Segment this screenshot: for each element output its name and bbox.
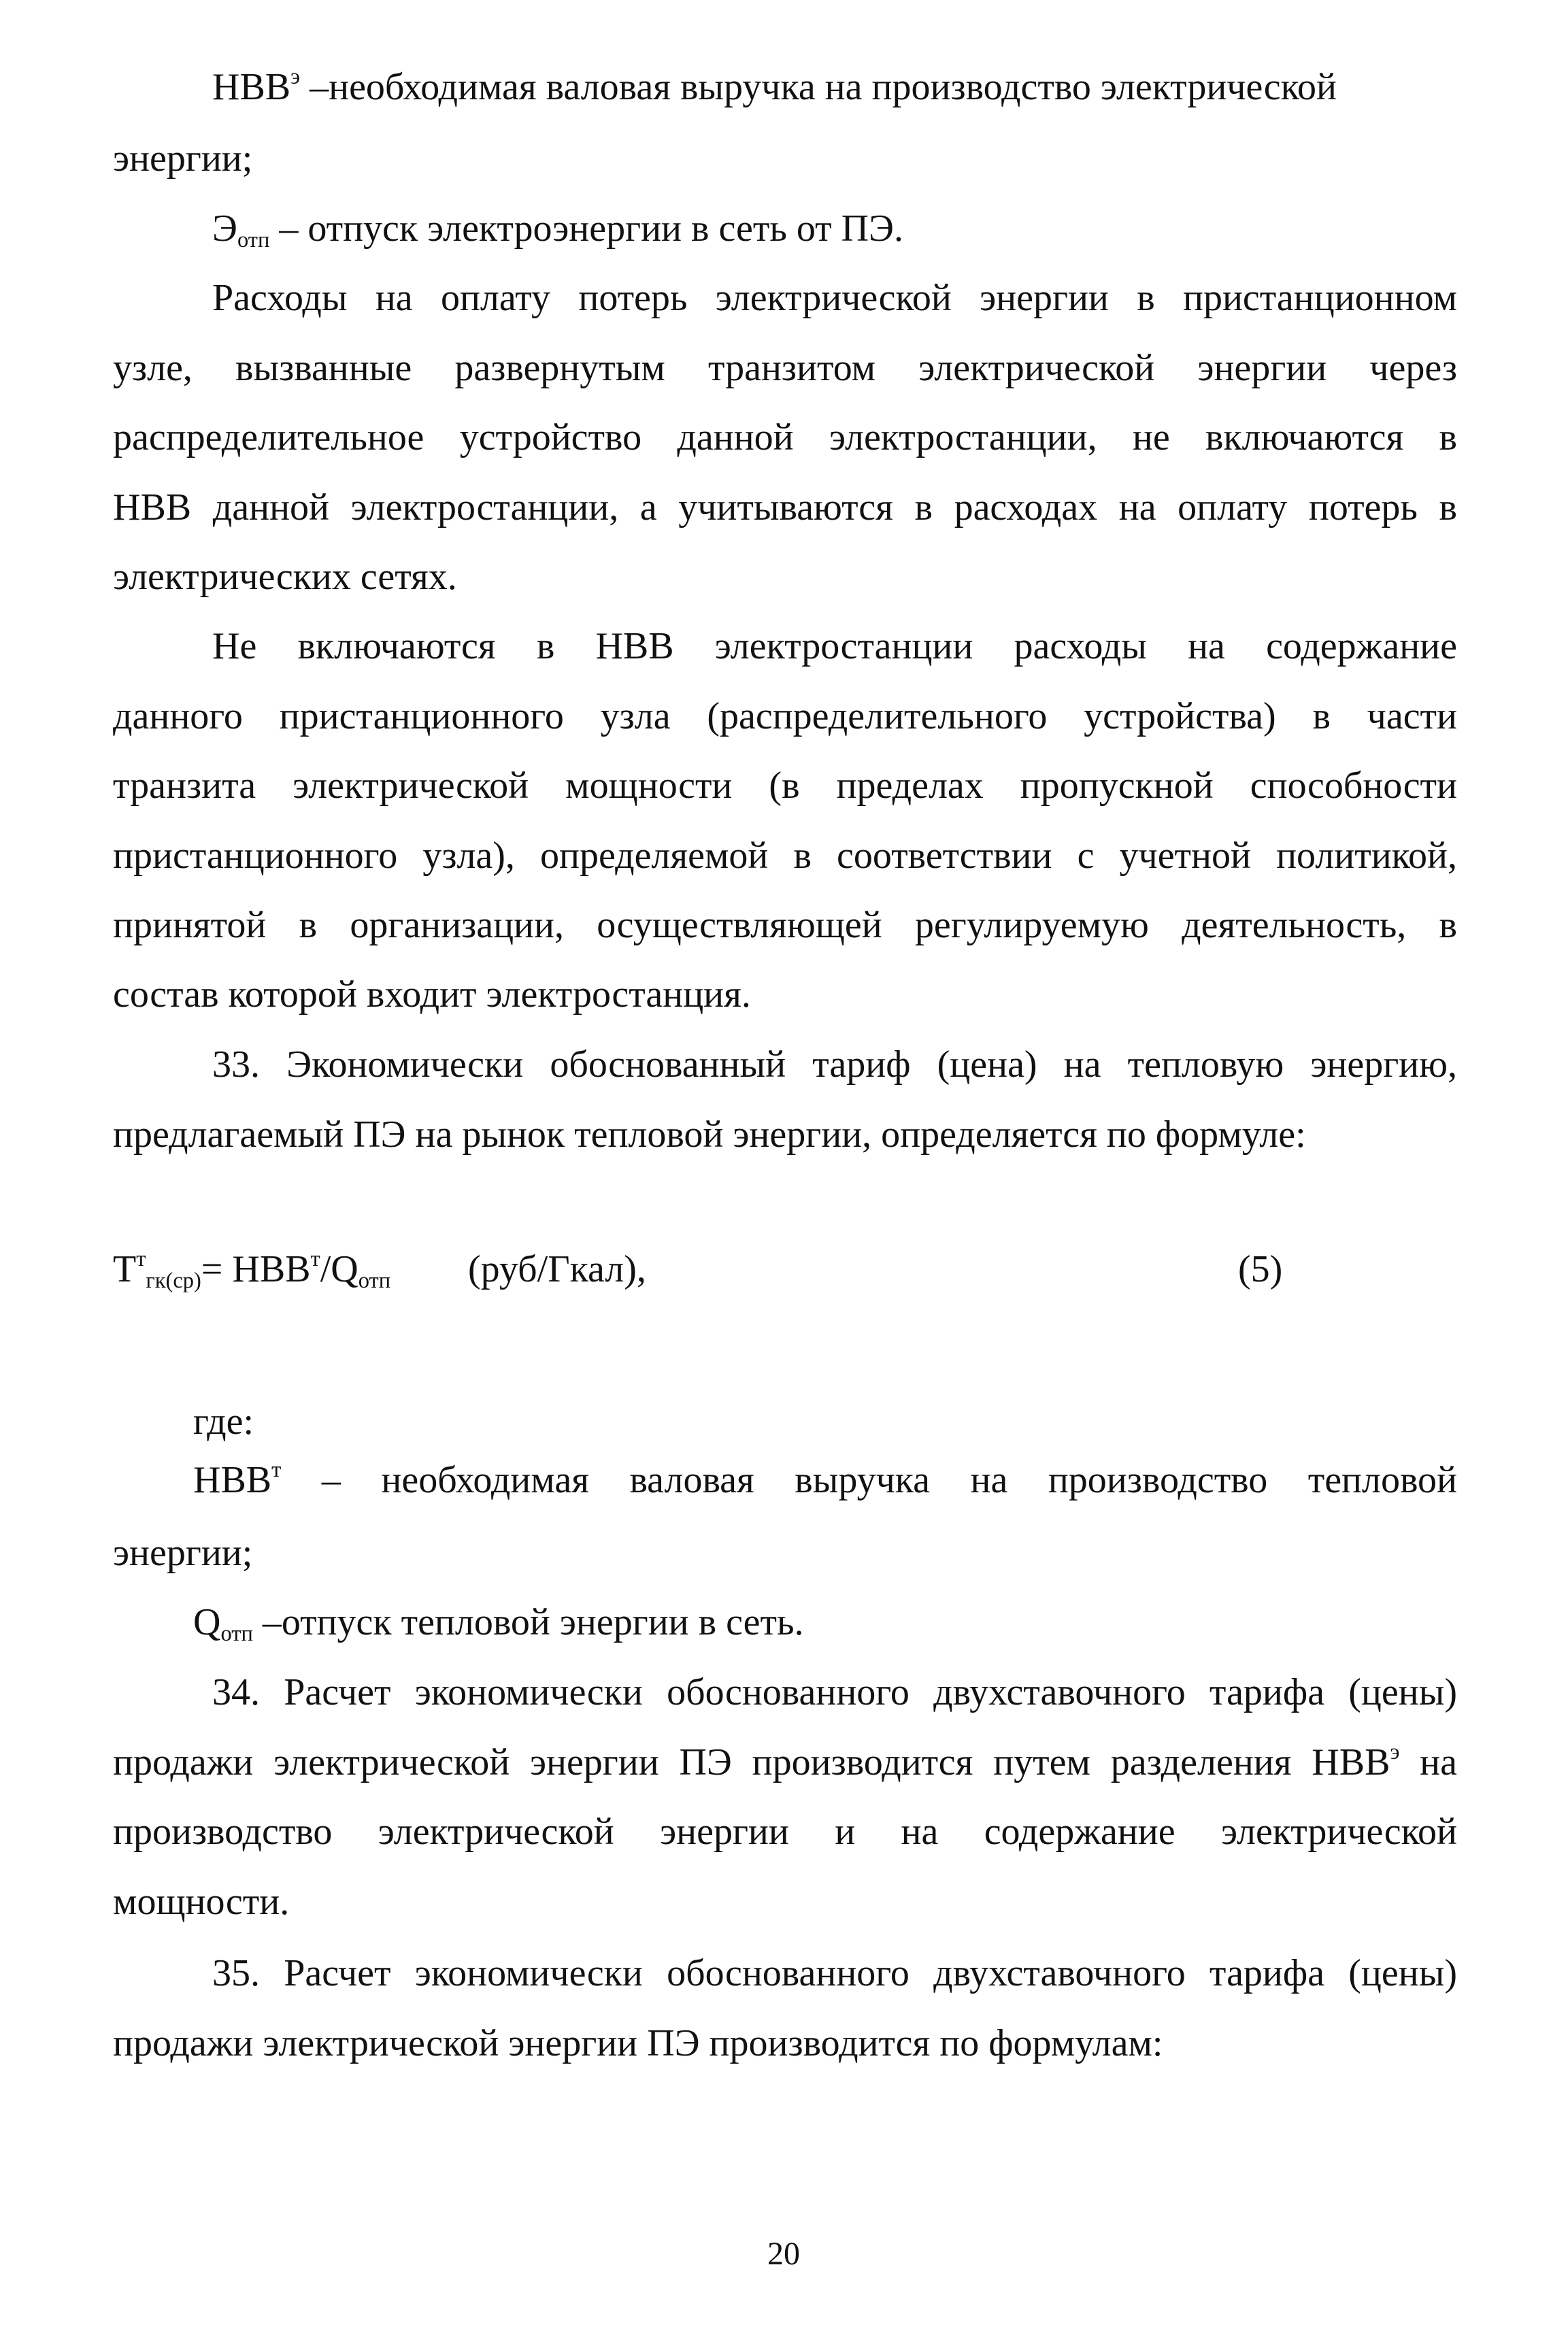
excluded-paragraph-line2: данного пристанционного узла (распределительного устройства) в части (113, 695, 1457, 737)
nvv-t-definition-line2: энергии; (113, 1532, 253, 1574)
page-number: 20 (767, 2236, 800, 2272)
where-label: где: (193, 1401, 254, 1443)
formula-t-subscript: гк(ср) (146, 1269, 201, 1294)
nvv-t-superscript: т (271, 1457, 282, 1482)
nvv-e-definition-line1 (212, 64, 1457, 108)
e-otp-subscript: отп (237, 228, 270, 253)
paragraph-34-line3: производство электрической энергии и на содержание электрической (113, 1811, 1457, 1853)
q-otp-description: –отпуск тепловой энергии в сеть. (252, 1601, 804, 1643)
losses-paragraph-line3: распределительное устройство данной электростанции, не включаются в (113, 416, 1457, 458)
formula-5-units: (руб/Гкал), (468, 1248, 646, 1290)
excluded-paragraph-line1: Не включаются в НВВ электростанции расходы на содержание (212, 625, 1457, 667)
paragraph-34-line4: мощности. (113, 1881, 290, 1923)
paragraph-34-line1: 34. Расчет экономически обоснованного двухставочного тарифа (цены) (212, 1671, 1457, 1713)
formula-q-subscript: отп (358, 1269, 391, 1294)
e-otp-description: – отпуск электроэнергии в сеть от ПЭ. (269, 207, 903, 250)
nvv-e-description: –необходимая валовая выручка на производство электрической (300, 66, 1337, 108)
q-otp-subscript: отп (220, 1622, 253, 1647)
losses-paragraph-line2: узле, вызванные развернутым транзитом электрической энергии через (113, 347, 1457, 389)
losses-paragraph-line4: НВВ данной электростанции, а учитываются в расходах на оплату потерь в (113, 486, 1457, 529)
losses-paragraph-line5: электрических сетях. (113, 556, 457, 598)
formula-slash-q: /Q (320, 1248, 358, 1290)
nvv-e-symbol: НВВ (212, 66, 291, 108)
paragraph-34-line2-end: на (1399, 1741, 1457, 1783)
formula-equals-nvv: = НВВ (201, 1248, 311, 1290)
nvv-e-superscript: э (290, 64, 301, 89)
paragraph-34-nvv-superscript: э (1390, 1739, 1400, 1764)
nvv-t-symbol: НВВ (193, 1459, 272, 1501)
e-otp-symbol: Э (212, 207, 237, 250)
formula-t: Т (113, 1248, 137, 1290)
nvv-t-definition-line1 (193, 1457, 1457, 1501)
formula-nvv-superscript: т (310, 1246, 320, 1271)
formula-5-number: (5) (1238, 1248, 1283, 1290)
q-otp-definition (193, 1601, 804, 1647)
paragraph-35-line2: продажи электрической энергии ПЭ производится по формулам: (113, 2022, 1163, 2064)
paragraph-34-line2-text: продажи электрической энергии ПЭ производится путем разделения НВВ (113, 1741, 1390, 1783)
excluded-paragraph-line6: состав которой входит электростанция. (113, 973, 751, 1016)
nvv-t-description: – необходимая валовая выручка на производство тепловой (281, 1459, 1457, 1501)
paragraph-35-line1: 35. Расчет экономически обоснованного двухставочного тарифа (цены) (212, 1952, 1457, 1994)
q-otp-symbol: Q (193, 1601, 221, 1643)
formula-t-superscript: т (136, 1246, 146, 1271)
e-otp-definition (212, 207, 903, 253)
excluded-paragraph-line5: принятой в организации, осуществляющей регулируемую деятельность, в (113, 904, 1457, 946)
formula-5 (113, 1246, 391, 1294)
excluded-paragraph-line3: транзита электрической мощности (в пределах пропускной способности (113, 765, 1457, 807)
excluded-paragraph-line4: пристанционного узла), определяемой в соответствии с учетной политикой, (113, 835, 1457, 877)
paragraph-33-line1: 33. Экономически обоснованный тариф (цена) на тепловую энергию, (212, 1043, 1457, 1086)
paragraph-33-line2: предлагаемый ПЭ на рынок тепловой энергии, определяется по формуле: (113, 1113, 1306, 1156)
losses-paragraph-line1: Расходы на оплату потерь электрической энергии в пристанционном (212, 277, 1457, 319)
paragraph-34-line2 (113, 1739, 1457, 1783)
nvv-e-definition-line2: энергии; (113, 137, 253, 180)
